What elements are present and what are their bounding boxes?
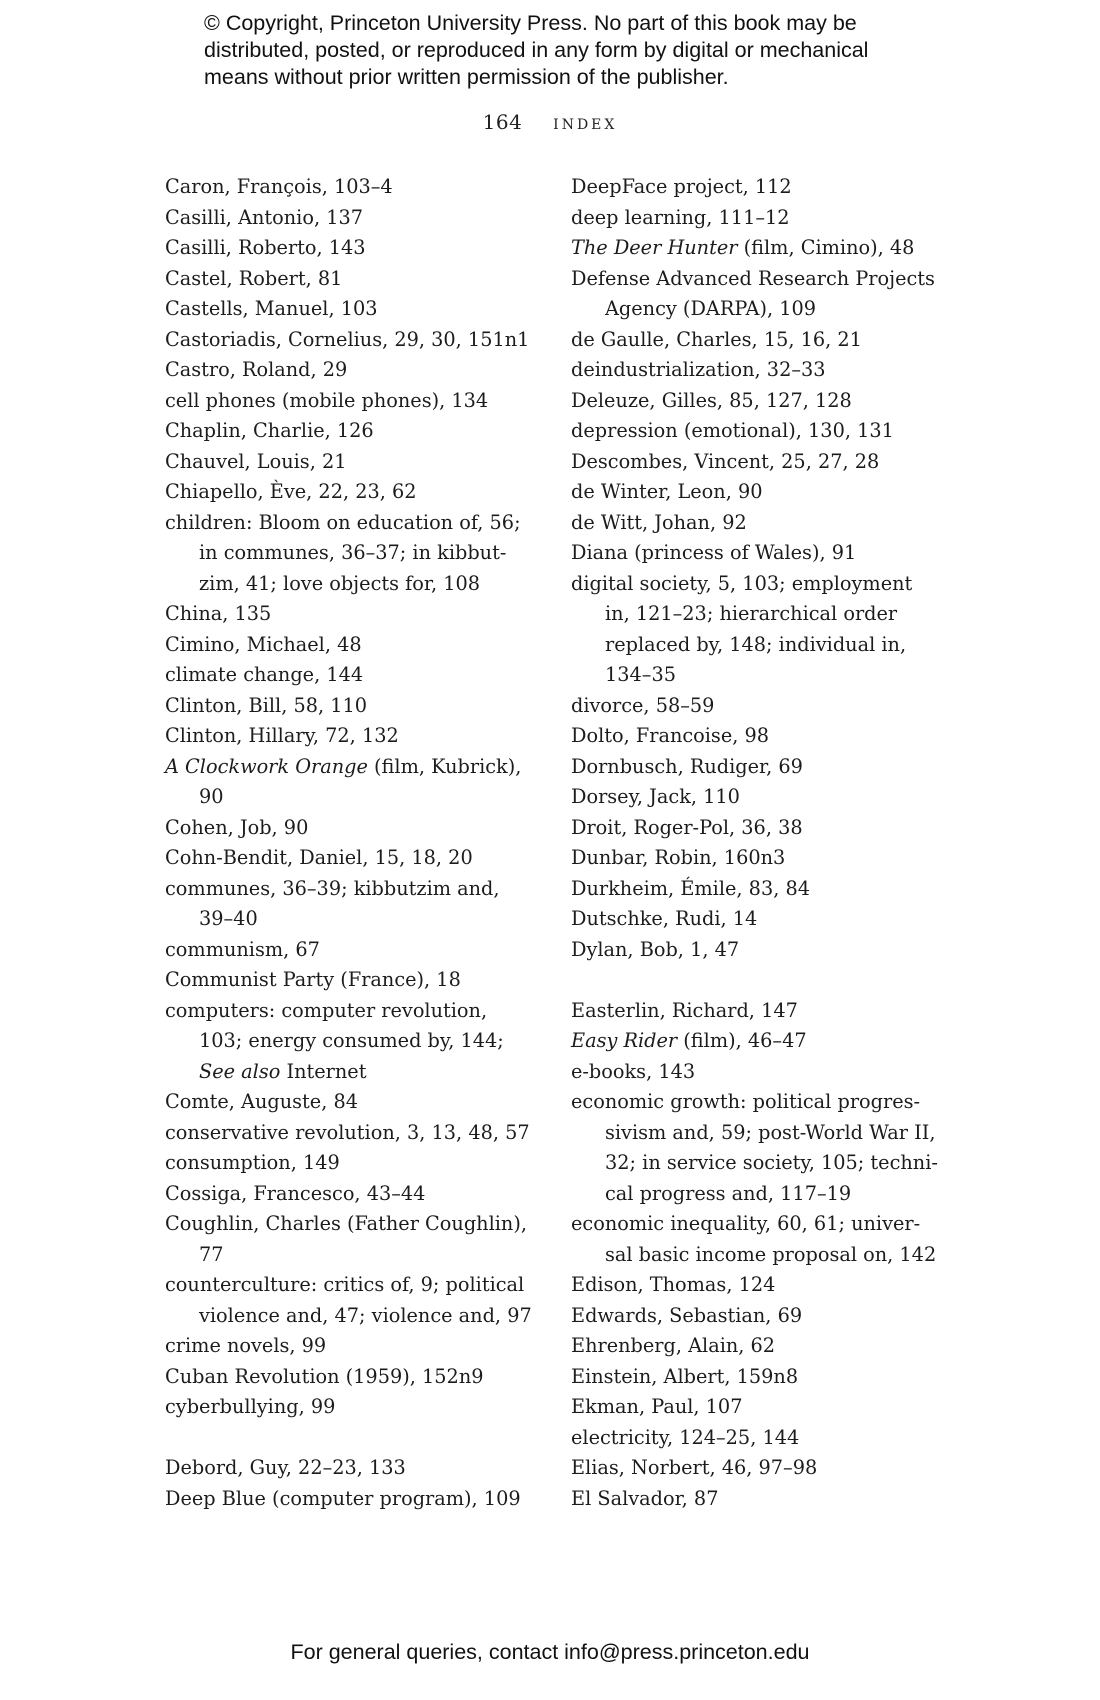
entry-text: Defense Advanced Research Projects xyxy=(571,266,935,290)
index-entry xyxy=(571,416,971,447)
entry-text: economic growth: political progres- xyxy=(571,1090,921,1113)
entry-text: deep learning, 111–12 xyxy=(571,205,790,229)
entry-text: Einstein, Albert, 159n8 xyxy=(571,1364,799,1388)
entry-text: Diana (princess of Wales), 91 xyxy=(571,541,857,564)
index-entry xyxy=(571,904,971,935)
entry-text: (film, Cimino), 48 xyxy=(737,236,915,259)
entry-text: communes, 36–39; kibbutzim and, xyxy=(165,876,500,900)
index-entry xyxy=(165,1270,565,1301)
index-entry xyxy=(571,1026,971,1057)
index-entry-continuation xyxy=(571,1240,971,1271)
index-entry xyxy=(165,1118,565,1149)
entry-text: zim, 41; love objects for, 108 xyxy=(199,571,481,595)
entry-text: Cohen, Job, 90 xyxy=(165,815,309,839)
entry-text: e-books, 143 xyxy=(571,1059,696,1083)
entry-italic-title: Easy Rider xyxy=(571,1029,678,1052)
index-entry-continuation xyxy=(165,1240,565,1271)
entry-text: replaced by, 148; individual in, xyxy=(605,632,907,656)
entry-text: consumption, 149 xyxy=(165,1151,340,1174)
copyright-line: means without prior written permission of the publisher. xyxy=(204,65,729,89)
index-entry xyxy=(571,325,971,356)
index-entry xyxy=(571,782,971,813)
index-entry xyxy=(571,813,971,844)
index-entry xyxy=(165,294,565,325)
index-entry xyxy=(165,508,565,539)
index-entry xyxy=(165,203,565,234)
entry-text: 77 xyxy=(199,1242,224,1266)
entry-text: sivism and, 59; post-World War II, xyxy=(605,1120,936,1144)
index-entry-continuation xyxy=(571,1148,971,1179)
index-entry xyxy=(165,874,565,905)
index-entry xyxy=(571,233,971,264)
index-entry xyxy=(571,538,971,569)
index-entry-continuation xyxy=(571,599,971,630)
entry-text: China, 135 xyxy=(165,602,272,625)
entry-text: Castoriadis, Cornelius, 29, 30, 151n1 xyxy=(165,327,530,351)
footer-contact: For general queries, contact info@press.princeton.edu xyxy=(290,1640,810,1664)
entry-text: cal progress and, 117–19 xyxy=(605,1181,852,1205)
entry-text: Clinton, Hillary, 72, 132 xyxy=(165,724,399,747)
index-entry xyxy=(571,172,971,203)
index-entry xyxy=(165,1209,565,1240)
index-column-left xyxy=(165,172,565,1514)
entry-text: Castel, Robert, 81 xyxy=(165,266,343,290)
index-entry xyxy=(165,447,565,478)
entry-text: conservative revolution, 3, 13, 48, 57 xyxy=(165,1120,530,1144)
entry-text: Durkheim, Émile, 83, 84 xyxy=(571,876,811,900)
index-entry xyxy=(165,1087,565,1118)
entry-text: Agency (DARPA), 109 xyxy=(605,297,817,320)
index-entry-continuation xyxy=(165,1026,565,1057)
entry-text: Dolto, Francoise, 98 xyxy=(571,724,770,747)
index-entry xyxy=(571,1484,971,1515)
entry-text: El Salvador, 87 xyxy=(571,1486,719,1510)
index-entry xyxy=(165,172,565,203)
index-entry xyxy=(571,1209,971,1240)
entry-text: cell phones (mobile phones), 134 xyxy=(165,388,489,412)
entry-text: Chauvel, Louis, 21 xyxy=(165,449,347,473)
entry-text: Cossiga, Francesco, 43–44 xyxy=(165,1181,426,1205)
page-title: index xyxy=(553,110,618,134)
entry-text: Coughlin, Charles (Father Coughlin), xyxy=(165,1212,527,1235)
index-entry xyxy=(165,965,565,996)
entry-text: Casilli, Antonio, 137 xyxy=(165,205,364,229)
index-entry xyxy=(571,935,971,966)
index-entry xyxy=(165,264,565,295)
copyright-line: distributed, posted, or reproduced in any form by digital or mechanical xyxy=(204,38,869,62)
entry-text: economic inequality, 60, 61; univer- xyxy=(571,1212,921,1235)
index-entry xyxy=(165,1453,565,1484)
letter-group-gap xyxy=(571,965,971,996)
entry-text: Comte, Auguste, 84 xyxy=(165,1090,359,1113)
entry-text: Descombes, Vincent, 25, 27, 28 xyxy=(571,449,880,473)
entry-text: Communist Party (France), 18 xyxy=(165,968,461,991)
index-entry xyxy=(165,843,565,874)
index-entry xyxy=(571,1423,971,1454)
entry-text: Chaplin, Charlie, 126 xyxy=(165,419,374,442)
index-entry xyxy=(571,721,971,752)
entry-text: deindustrialization, 32–33 xyxy=(571,358,826,381)
entry-text: sal basic income proposal on, 142 xyxy=(605,1242,937,1266)
entry-italic-title: A Clockwork Orange xyxy=(165,754,368,778)
index-entry xyxy=(165,233,565,264)
index-entry xyxy=(571,1270,971,1301)
index-entry-continuation xyxy=(571,630,971,661)
entry-text: Dunbar, Robin, 160n3 xyxy=(571,846,786,869)
index-entry xyxy=(165,996,565,1027)
entry-text: Dorsey, Jack, 110 xyxy=(571,785,740,808)
entry-text: crime novels, 99 xyxy=(165,1334,327,1357)
entry-text: in communes, 36–37; in kibbut- xyxy=(199,541,507,564)
entry-text: Deep Blue (computer program), 109 xyxy=(165,1486,521,1510)
copyright-line: © Copyright, Princeton University Press. No part of this book may be xyxy=(204,11,857,35)
entry-text: Dylan, Bob, 1, 47 xyxy=(571,937,740,961)
index-entry xyxy=(571,355,971,386)
index-entry-continuation xyxy=(165,782,565,813)
entry-text: Chiapello, Ève, 22, 23, 62 xyxy=(165,480,417,503)
index-entry xyxy=(571,264,971,295)
entry-text: Easterlin, Richard, 147 xyxy=(571,998,798,1022)
entry-text: Dutschke, Rudi, 14 xyxy=(571,907,758,930)
index-entry xyxy=(571,1362,971,1393)
index-entry xyxy=(165,1331,565,1362)
entry-text: Ehrenberg, Alain, 62 xyxy=(571,1334,776,1357)
running-head xyxy=(0,110,1100,134)
index-entry xyxy=(571,691,971,722)
entry-text: computers: computer revolution, xyxy=(165,998,488,1022)
index-entry xyxy=(571,203,971,234)
entry-text: Droit, Roger-Pol, 36, 38 xyxy=(571,815,803,839)
index-entry xyxy=(165,325,565,356)
entry-text: DeepFace project, 112 xyxy=(571,175,792,198)
entry-text: Internet xyxy=(280,1059,367,1083)
entry-text: climate change, 144 xyxy=(165,663,364,686)
index-entry xyxy=(165,386,565,417)
entry-text: Debord, Guy, 22–23, 133 xyxy=(165,1456,406,1479)
index-entry xyxy=(165,1392,565,1423)
index-entry xyxy=(571,569,971,600)
index-entry-continuation xyxy=(571,294,971,325)
index-entry xyxy=(571,874,971,905)
index-entry xyxy=(571,843,971,874)
copyright-notice xyxy=(204,10,964,91)
entry-text: divorce, 58–59 xyxy=(571,693,715,717)
index-entry xyxy=(571,386,971,417)
entry-text: Elias, Norbert, 46, 97–98 xyxy=(571,1456,818,1479)
entry-text: de Witt, Johan, 92 xyxy=(571,510,747,534)
entry-text: Casilli, Roberto, 143 xyxy=(165,236,366,259)
index-entry xyxy=(571,1331,971,1362)
entry-text: 103; energy consumed by, 144; xyxy=(199,1029,504,1052)
entry-text: children: Bloom on education of, 56; xyxy=(165,510,521,534)
index-entry xyxy=(571,1057,971,1088)
letter-group-gap xyxy=(165,1423,565,1454)
index-entry xyxy=(165,691,565,722)
entry-text: Cimino, Michael, 48 xyxy=(165,632,362,656)
entry-text: 39–40 xyxy=(199,907,258,930)
index-entry xyxy=(571,508,971,539)
index-entry-continuation xyxy=(165,904,565,935)
entry-text: Dornbusch, Rudiger, 69 xyxy=(571,754,803,778)
entry-text: electricity, 124–25, 144 xyxy=(571,1425,800,1449)
index-entry xyxy=(165,935,565,966)
index-entry xyxy=(165,1362,565,1393)
index-entry xyxy=(571,752,971,783)
entry-text: 90 xyxy=(199,785,224,808)
entry-text: 134–35 xyxy=(605,663,676,686)
index-entry xyxy=(165,752,565,783)
entry-text: counterculture: critics of, 9; political xyxy=(165,1273,525,1296)
index-entry xyxy=(165,477,565,508)
index-entry xyxy=(571,1301,971,1332)
index-entry xyxy=(571,1453,971,1484)
index-entry xyxy=(165,1179,565,1210)
index-entry xyxy=(571,1087,971,1118)
index-entry xyxy=(571,447,971,478)
entry-text: communism, 67 xyxy=(165,937,320,961)
entry-text: Cuban Revolution (1959), 152n9 xyxy=(165,1364,484,1388)
index-entry xyxy=(165,660,565,691)
index-entry-continuation xyxy=(571,1118,971,1149)
index-entry-continuation xyxy=(165,569,565,600)
index-entry-continuation xyxy=(571,1179,971,1210)
index-entry xyxy=(165,630,565,661)
entry-text: Edwards, Sebastian, 69 xyxy=(571,1303,803,1327)
entry-text: (film), 46–47 xyxy=(677,1029,807,1052)
entry-text: Clinton, Bill, 58, 110 xyxy=(165,693,368,717)
entry-text: de Gaulle, Charles, 15, 16, 21 xyxy=(571,327,862,351)
index-entry xyxy=(165,813,565,844)
index-entry xyxy=(165,1148,565,1179)
entry-text: 32; in service society, 105; techni- xyxy=(605,1151,938,1174)
entry-text: Cohn-Bendit, Daniel, 15, 18, 20 xyxy=(165,846,473,869)
entry-text: de Winter, Leon, 90 xyxy=(571,480,763,503)
entry-text: violence and, 47; violence and, 97 xyxy=(199,1303,532,1327)
index-entry xyxy=(165,416,565,447)
entry-text: Deleuze, Gilles, 85, 127, 128 xyxy=(571,388,852,412)
entry-italic-title: The Deer Hunter xyxy=(571,236,738,259)
index-entry xyxy=(571,477,971,508)
entry-text: cyberbullying, 99 xyxy=(165,1395,336,1418)
index-entry xyxy=(571,1392,971,1423)
index-entry xyxy=(165,599,565,630)
index-entry xyxy=(165,355,565,386)
index-entry xyxy=(571,996,971,1027)
entry-text: Caron, François, 103–4 xyxy=(165,175,393,198)
entry-text: Castro, Roland, 29 xyxy=(165,358,348,381)
index-entry xyxy=(165,721,565,752)
entry-text: Castells, Manuel, 103 xyxy=(165,297,378,320)
page-number: 164 xyxy=(482,110,523,134)
index-entry-continuation xyxy=(165,1301,565,1332)
entry-text: in, 121–23; hierarchical order xyxy=(605,602,898,625)
index-entry xyxy=(165,1484,565,1515)
entry-text: depression (emotional), 130, 131 xyxy=(571,419,894,442)
entry-text: Edison, Thomas, 124 xyxy=(571,1273,776,1296)
entry-italic-title: See also xyxy=(199,1059,281,1083)
index-column-right xyxy=(571,172,971,1514)
entry-text: (film, Kubrick), xyxy=(367,754,522,778)
index-entry-continuation xyxy=(165,1057,565,1088)
index-entry-continuation xyxy=(571,660,971,691)
index-entry-continuation xyxy=(165,538,565,569)
entry-text: digital society, 5, 103; employment xyxy=(571,571,913,595)
entry-text: Ekman, Paul, 107 xyxy=(571,1395,743,1418)
